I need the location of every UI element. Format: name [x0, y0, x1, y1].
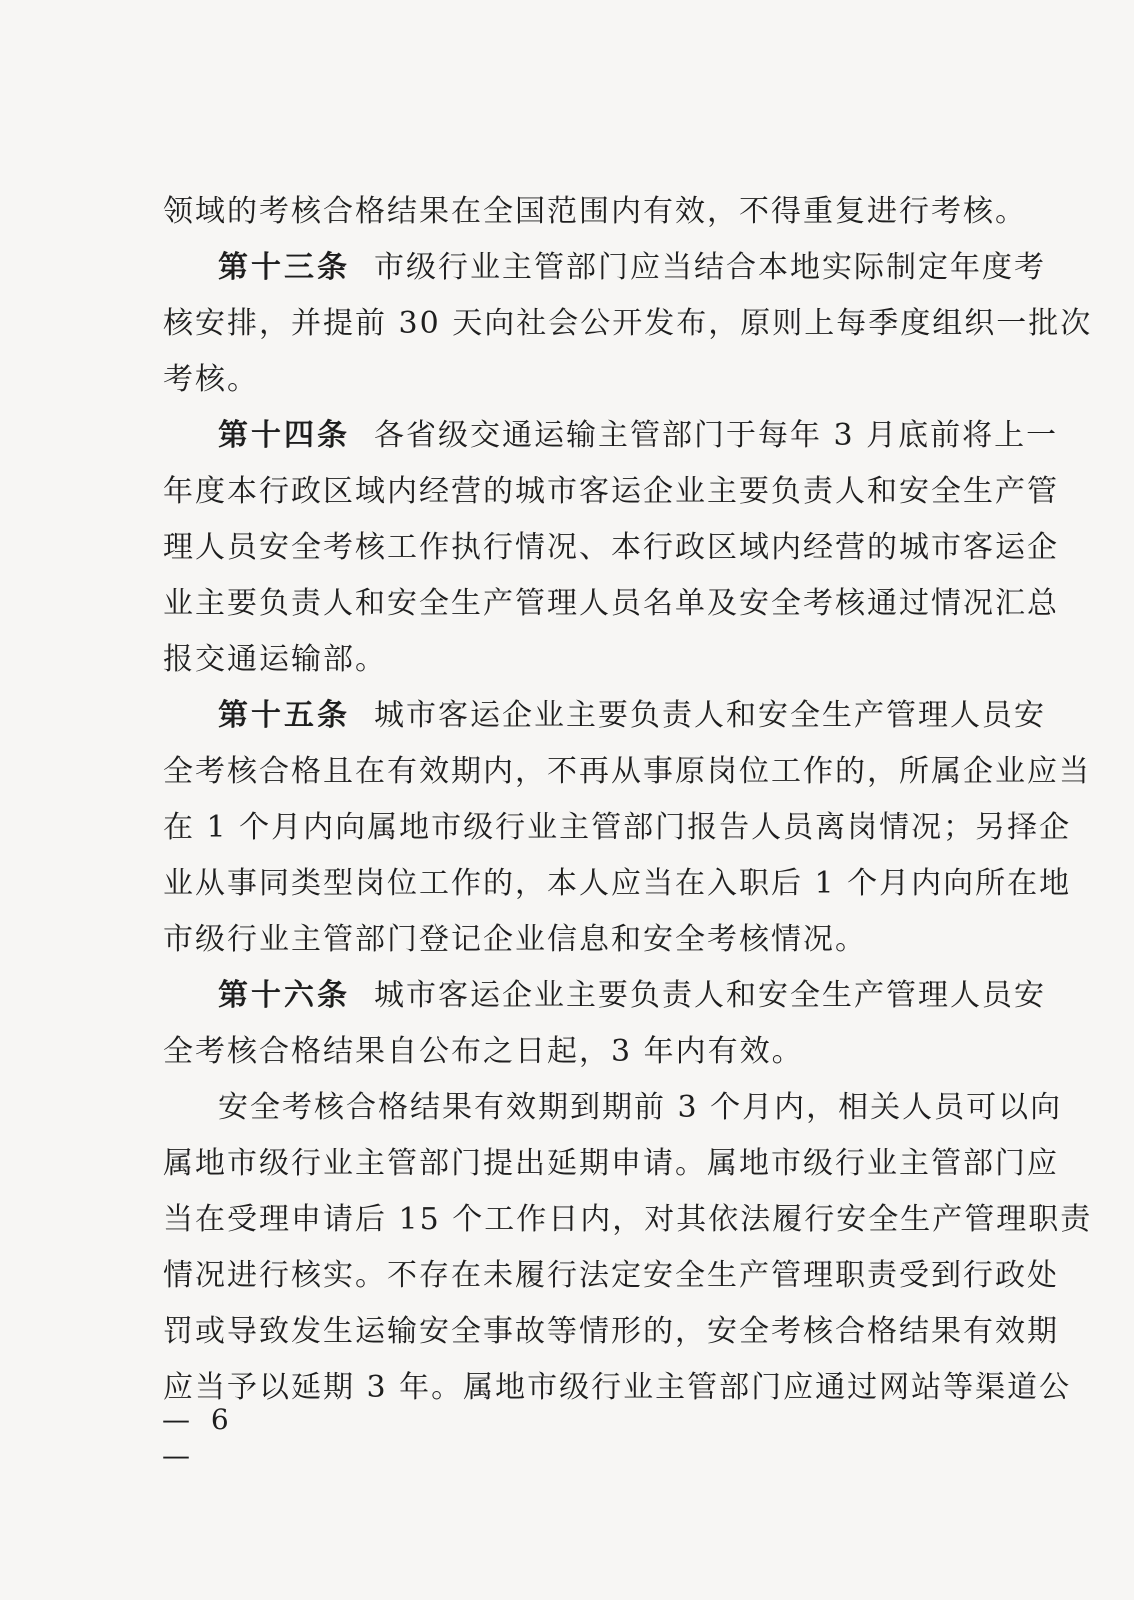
- line-text: 全考核合格且在有效期内，不再从事原岗位工作的，所属企业应当: [163, 754, 1091, 789]
- line-text: 全考核合格结果自公布之日起，3 年内有效。: [163, 1034, 804, 1069]
- text-line: [163, 1364, 1072, 1412]
- article-13-line: [218, 244, 1046, 292]
- text-line: [163, 580, 1059, 628]
- line-text: 各省级交通运输主管部门于每年 3 月底前将上一: [374, 418, 1059, 453]
- text-line: [163, 1196, 1093, 1244]
- line-text: 报交通运输部。: [163, 642, 387, 677]
- text-line: [163, 748, 1091, 796]
- line-text: 年度本行政区域内经营的城市客运企业主要负责人和安全生产管: [163, 474, 1059, 509]
- text-line: [163, 636, 985, 684]
- line-text: 领域的考核合格结果在全国范围内有效，不得重复进行考核。: [163, 194, 1027, 229]
- line-text: 属地市级行业主管部门提出延期申请。属地市级行业主管部门应: [163, 1146, 1059, 1181]
- page-number: — 6 —: [162, 1403, 235, 1472]
- article-14-line: [218, 412, 1059, 460]
- line-text: 业主要负责人和安全生产管理人员名单及安全考核通过情况汇总: [163, 586, 1059, 621]
- text-line: [163, 860, 1072, 908]
- line-text: 当在受理申请后 15 个工作日内，对其依法履行安全生产管理职责: [163, 1202, 1093, 1237]
- text-line: [163, 524, 1059, 572]
- line-text: 安全考核合格结果有效期到期前 3 个月内，相关人员可以向: [218, 1090, 1063, 1125]
- article-16-line: [218, 972, 1046, 1020]
- text-line: [163, 916, 985, 964]
- text-line: [163, 1308, 1059, 1356]
- line-text: 市级行业主管部门应当结合本地实际制定年度考: [374, 250, 1046, 285]
- text-line: [163, 188, 1027, 236]
- paragraph-indent-line: [218, 1084, 1063, 1132]
- text-line: [163, 804, 1072, 852]
- article-14-number: 第十四条: [218, 418, 350, 453]
- line-text: 情况进行核实。不存在未履行法定安全生产管理职责受到行政处: [163, 1258, 1059, 1293]
- line-text: 城市客运企业主要负责人和安全生产管理人员安: [374, 698, 1046, 733]
- article-15-line: [218, 692, 1046, 740]
- line-text: 理人员安全考核工作执行情况、本行政区域内经营的城市客运企: [163, 530, 1059, 565]
- line-text: 考核。: [163, 362, 259, 397]
- text-line: [163, 300, 1093, 348]
- article-13-number: 第十三条: [218, 250, 350, 285]
- article-15-number: 第十五条: [218, 698, 350, 733]
- article-16-number: 第十六条: [218, 978, 350, 1013]
- line-text: 在 1 个月内向属地市级行业主管部门报告人员离岗情况；另择企: [163, 810, 1072, 845]
- text-line: [163, 356, 985, 404]
- text-line: [163, 1252, 1059, 1300]
- text-line: [163, 1028, 985, 1076]
- line-text: 应当予以延期 3 年。属地市级行业主管部门应通过网站等渠道公: [163, 1370, 1072, 1405]
- text-line: [163, 468, 1059, 516]
- text-line: [163, 1140, 1059, 1188]
- line-text: 业从事同类型岗位工作的，本人应当在入职后 1 个月内向所在地: [163, 866, 1072, 901]
- line-text: 罚或导致发生运输安全事故等情形的，安全考核合格结果有效期: [163, 1314, 1059, 1349]
- line-text: 城市客运企业主要负责人和安全生产管理人员安: [374, 978, 1046, 1013]
- line-text: 市级行业主管部门登记企业信息和安全考核情况。: [163, 922, 867, 957]
- line-text: 核安排，并提前 30 天向社会公开发布，原则上每季度组织一批次: [163, 306, 1093, 341]
